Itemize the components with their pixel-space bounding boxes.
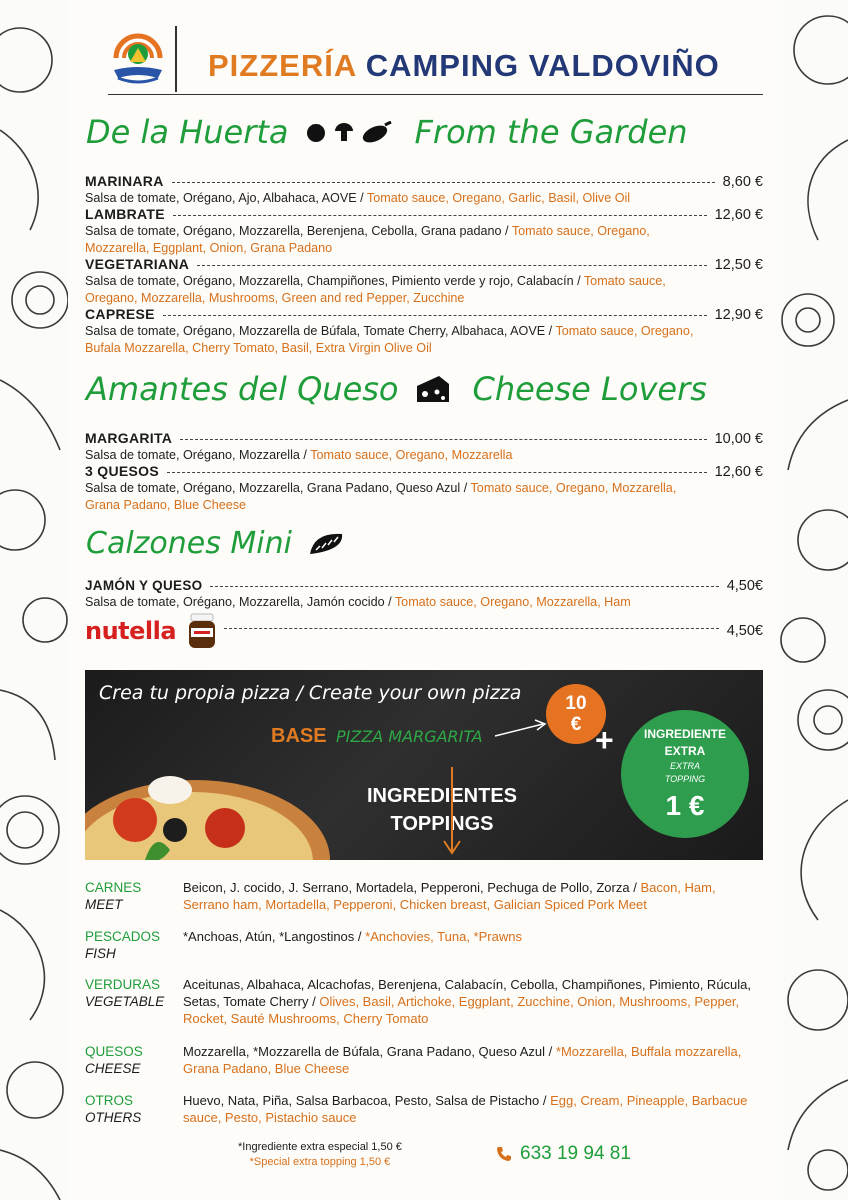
camping-logo [108, 24, 168, 88]
item-price: 4,50€ [726, 578, 763, 594]
ingredients-es: INGREDIENTES [367, 785, 518, 807]
ingredient-group-others [85, 1092, 763, 1126]
tomato-icon [305, 121, 327, 143]
item-price: 12,60 € [714, 464, 763, 480]
item-price: 8,60 € [722, 174, 763, 190]
banner-title: Crea tu propia pizza / Create your own pizza [99, 682, 522, 704]
extra-topping-note [238, 1140, 402, 1170]
category-label [85, 976, 181, 1010]
category-label [85, 879, 181, 913]
menu-item-margarita [85, 430, 763, 464]
brand-title [208, 48, 720, 84]
category-es: PESCADOS [85, 929, 161, 944]
category-es: OTROS [85, 1093, 134, 1108]
item-description [85, 447, 763, 464]
section-cheese-es: Amantes del Queso [86, 370, 399, 408]
list-en: Egg, Cream, Pineapple, Barbacue sauce, Pesto, Pistachio sauce [183, 1093, 748, 1125]
desc-es: Salsa de tomate, Orégano, Mozzarella, Grana Padano, Queso Azul / [85, 481, 468, 495]
eggplant-icon [361, 121, 393, 143]
nutella-jar-icon [188, 612, 216, 650]
ingredient-list [183, 879, 763, 913]
category-label [85, 1092, 181, 1126]
dotted-leader [224, 628, 719, 629]
note-en: *Special extra topping 1,50 € [249, 1156, 391, 1168]
phone-contact[interactable] [496, 1143, 631, 1165]
cheese-icons [415, 374, 451, 404]
extra-en-line2: TOPPING [664, 774, 706, 784]
arrow-down-icon [440, 765, 464, 857]
list-es: Aceitunas, Albahaca, Alcachofas, Berenjena, Calabacín, Cebolla, Champiñones, Pimiento, Rúcula, Setas, Tomate Cherry / [183, 977, 752, 1009]
desc-en: Tomato sauce, Oregano, Mozzarella, Eggplant, Onion, Grana Padano [85, 224, 650, 255]
section-title-calzones [86, 526, 368, 561]
brand-camping: CAMPING VALDOVIÑO [365, 48, 720, 83]
item-price: 10,00 € [714, 431, 763, 447]
nutella-logo: nutella [85, 617, 177, 645]
calzone-icons [308, 530, 346, 558]
category-es: QUESOS [85, 1044, 143, 1059]
list-es: Mozzarella, *Mozzarella de Búfala, Grana Padano, Queso Azul / [183, 1044, 553, 1059]
banner-base-label: BASE [271, 725, 327, 747]
section-title-cheese [86, 370, 707, 408]
item-description [85, 594, 763, 611]
ingredient-group-fish [85, 928, 763, 961]
category-en: CHEESE [85, 1061, 141, 1076]
category-label [85, 1043, 181, 1077]
decorative-border-right [778, 0, 848, 1200]
desc-en: Tomato sauce, Oregano, Bufala Mozzarella, Cherry Tomato, Basil, Extra Virgin Olive Oil [85, 324, 694, 355]
base-price-currency: € [570, 714, 582, 735]
list-es: Beicon, J. cocido, J. Serrano, Mortadela, Pepperoni, Pechuga de Pollo, Zorza / [183, 880, 637, 895]
desc-en: Tomato sauce, Oregano, Garlic, Basil, Olive Oil [366, 191, 631, 205]
category-es: VERDURAS [85, 977, 161, 992]
menu-item-caprese [85, 306, 763, 357]
section-calzones-es: Calzones Mini [86, 526, 292, 561]
menu-item-lambrate [85, 206, 763, 257]
extra-es-line1: INGREDIENTE [643, 727, 726, 741]
ingredient-group-vegetable [85, 976, 763, 1027]
section-garden-es: De la Huerta [86, 113, 289, 151]
item-description [85, 480, 763, 514]
item-description [85, 190, 763, 207]
desc-en: Tomato sauce, Oregano, Mozzarella, Ham [394, 595, 631, 609]
item-price: 12,90 € [714, 307, 763, 323]
desc-en: Tomato sauce, Oregano, Mozzarella, Mushrooms, Green and red Pepper, Zucchine [85, 274, 666, 305]
ingredients-en: TOPPINGS [390, 813, 494, 835]
ingredient-list [183, 1092, 763, 1126]
dotted-leader [173, 215, 707, 216]
ingredient-list [183, 928, 763, 945]
dotted-leader [210, 586, 718, 587]
item-description [85, 323, 763, 357]
brand-pizzeria: PIZZERÍA [208, 48, 357, 83]
category-label [85, 928, 181, 962]
cheese-icon [415, 374, 451, 404]
desc-en: Tomato sauce, Oregano, Mozzarella, Grana Padano, Blue Cheese [85, 481, 677, 512]
veggie-icons [305, 121, 393, 143]
create-pizza-banner [85, 670, 763, 860]
menu-item-jamon-y-queso [85, 578, 763, 611]
section-title-garden [86, 113, 688, 151]
banner-base-margarita: PIZZA MARGARITA [336, 727, 483, 746]
arrow-to-price-icon [493, 718, 551, 740]
ingredient-group-meat [85, 879, 763, 913]
list-en: *Mozzarella, Buffala mozzarella, Grana Padano, Blue Cheese [183, 1044, 742, 1076]
dotted-leader [167, 472, 707, 473]
item-name: CAPRESE [85, 306, 155, 322]
item-description [85, 273, 763, 307]
dotted-leader [180, 439, 706, 440]
item-name: JAMÓN Y QUESO [85, 578, 203, 593]
desc-es: Salsa de tomate, Orégano, Mozzarella / [85, 448, 307, 462]
category-en: MEET [85, 897, 123, 912]
extra-en-line1: EXTRA [669, 761, 700, 771]
dotted-leader [197, 265, 706, 266]
category-en: OTHERS [85, 1110, 142, 1125]
category-es: CARNES [85, 880, 142, 895]
list-en: Olives, Basil, Artichoke, Eggplant, Zucchine, Onion, Mushrooms, Pepper, Rocket, Sauté Mushrooms, Cherry Tomato [183, 994, 740, 1026]
item-name: LAMBRATE [85, 206, 165, 222]
menu-item-nutella [85, 612, 763, 650]
phone-icon [496, 1146, 512, 1162]
desc-es: Salsa de tomate, Orégano, Mozzarella de Búfala, Tomate Cherry, Albahaca, AOVE / [85, 324, 553, 338]
item-price: 4,50€ [726, 623, 763, 639]
list-en: Bacon, Ham, Serrano ham, Mortadella, Pepperoni, Chicken breast, Galician Spiced Pork Meet [183, 880, 716, 912]
desc-es: Salsa de tomate, Orégano, Mozzarella, Berenjena, Cebolla, Grana padano / [85, 224, 509, 238]
list-es: *Anchoas, Atún, *Langostinos / [183, 929, 362, 944]
extra-es-line2: EXTRA [664, 744, 706, 758]
menu-item-vegetariana [85, 256, 763, 307]
base-price-amount: 10 [565, 693, 587, 714]
menu-page [68, 0, 778, 1200]
desc-en: Tomato sauce, Oregano, Mozzarella [310, 448, 513, 462]
note-es: *Ingrediente extra especial 1,50 € [238, 1141, 402, 1153]
decorative-border-left [0, 0, 68, 1200]
dotted-leader [163, 315, 707, 316]
item-name: MARINARA [85, 173, 164, 189]
item-description [85, 223, 763, 257]
item-name: VEGETARIANA [85, 256, 190, 272]
item-price: 12,60 € [714, 207, 763, 223]
desc-es: Salsa de tomate, Orégano, Mozzarella, Jamón cocido / [85, 595, 392, 609]
header-divider [175, 26, 177, 92]
item-price: 12,50 € [714, 257, 763, 273]
ingredient-list [183, 976, 763, 1027]
mushroom-icon [333, 121, 355, 143]
menu-item-3-quesos [85, 463, 763, 514]
desc-es: Salsa de tomate, Orégano, Ajo, Albahaca, AOVE / [85, 191, 364, 205]
ingredient-group-cheese [85, 1043, 763, 1077]
extra-topping-badge [621, 710, 749, 838]
dotted-leader [172, 182, 715, 183]
phone-number[interactable]: 633 19 94 81 [520, 1143, 631, 1164]
calzone-icon [308, 530, 346, 558]
ingredient-list [183, 1043, 763, 1077]
item-name: MARGARITA [85, 430, 173, 446]
extra-price: 1 € [665, 790, 705, 821]
category-en: VEGETABLE [85, 994, 165, 1009]
desc-es: Salsa de tomate, Orégano, Mozzarella, Champiñones, Pimiento verde y rojo, Calabacín / [85, 274, 581, 288]
plus-sign: + [595, 722, 614, 758]
category-en: FISH [85, 946, 116, 961]
pizza-image [85, 750, 335, 860]
menu-item-marinara [85, 173, 763, 207]
header [108, 22, 763, 95]
section-garden-en: From the Garden [414, 113, 688, 151]
list-en: *Anchovies, Tuna, *Prawns [365, 929, 522, 944]
item-name: 3 QUESOS [85, 463, 159, 479]
section-cheese-en: Cheese Lovers [472, 370, 707, 408]
list-es: Huevo, Nata, Piña, Salsa Barbacoa, Pesto, Salsa de Pistacho / [183, 1093, 547, 1108]
